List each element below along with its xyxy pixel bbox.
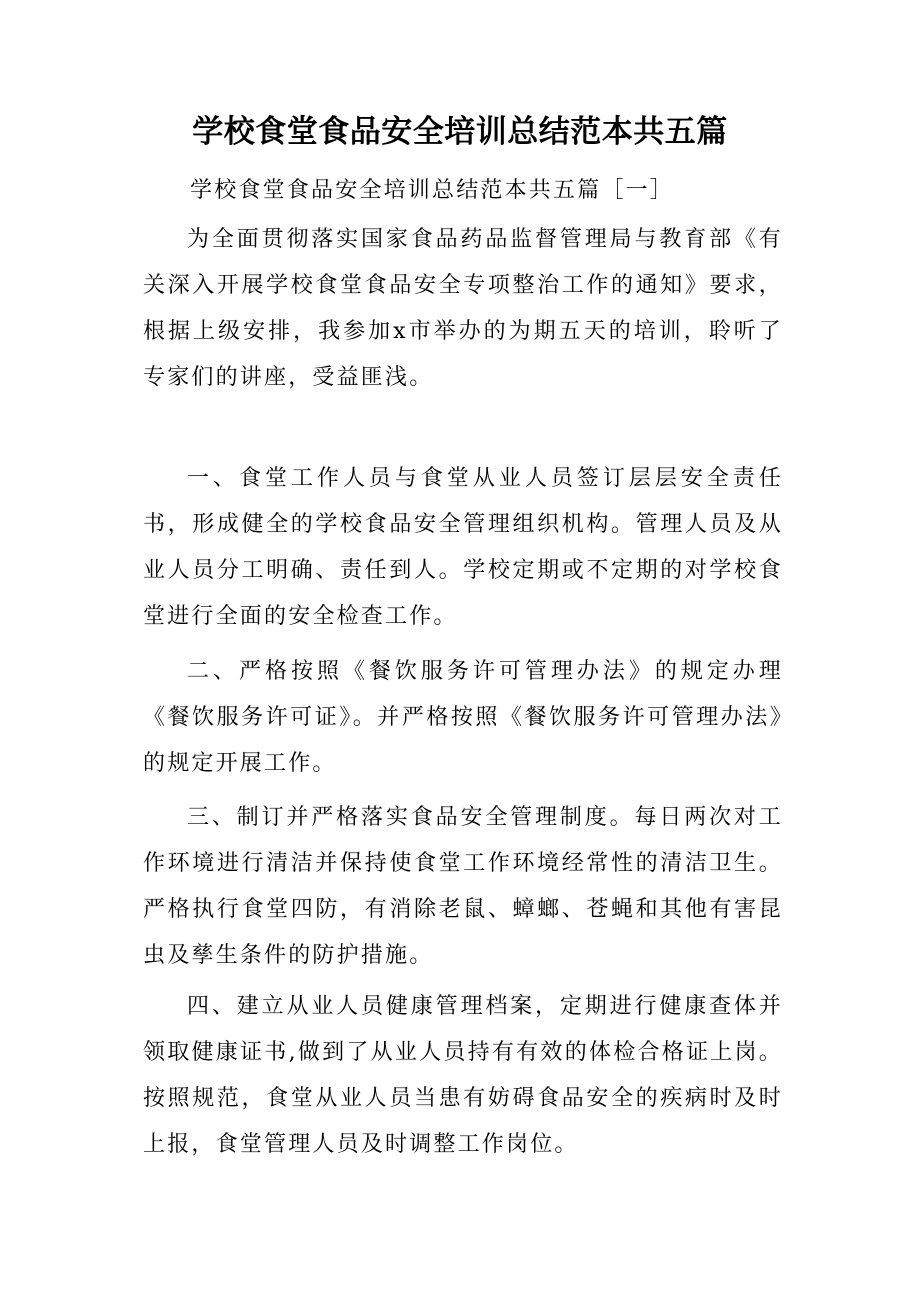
- paragraph-2: 二、严格按照《餐饮服务许可管理办法》的规定办理《餐饮服务许可证》。并严格按照《餐饮服务许可管理办法》的规定开展工作。: [143, 659, 783, 776]
- paragraph-4-block: [143, 984, 783, 1168]
- paragraph-3: 三、制订并严格落实食品安全管理制度。每日两次对工作环境进行清洁并保持使食堂工作环境经常性的清洁卫生。严格执行食堂四防，有消除老鼠、蟑螂、苍蝇和其他有害昆虫及孳生条件的防护措施。: [143, 805, 783, 968]
- document-title: 学校食堂食品安全培训总结范本共五篇: [192, 114, 728, 150]
- paragraph-4: 四、建立从业人员健康管理档案，定期进行健康查体并领取健康证书,做到了从业人员持有有效的体检合格证上岗。按照规范，食堂从业人员当患有妨碍食品安全的疾病时及时上报，食堂管理人员及时调整工作岗位。: [143, 994, 783, 1157]
- paragraph-intro-block: [143, 217, 783, 401]
- paragraph-2-block: [143, 649, 783, 787]
- paragraph-intro: 为全面贯彻落实国家食品药品监督管理局与教育部《有关深入开展学校食堂食品安全专项整治工作的通知》要求，根据上级安排，我参加x市举办的为期五天的培训，聆听了专家们的讲座，受益匪浅。: [143, 227, 783, 390]
- document-subtitle: 学校食堂食品安全培训总结范本共五篇［一］: [190, 178, 675, 203]
- paragraph-1-block: [143, 456, 783, 640]
- paragraph-1: 一、食堂工作人员与食堂从业人员签订层层安全责任书，形成健全的学校食品安全管理组织机构。管理人员及从业人员分工明确、责任到人。学校定期或不定期的对学校食堂进行全面的安全检查工作。: [143, 466, 783, 629]
- paragraph-3-block: [143, 795, 783, 979]
